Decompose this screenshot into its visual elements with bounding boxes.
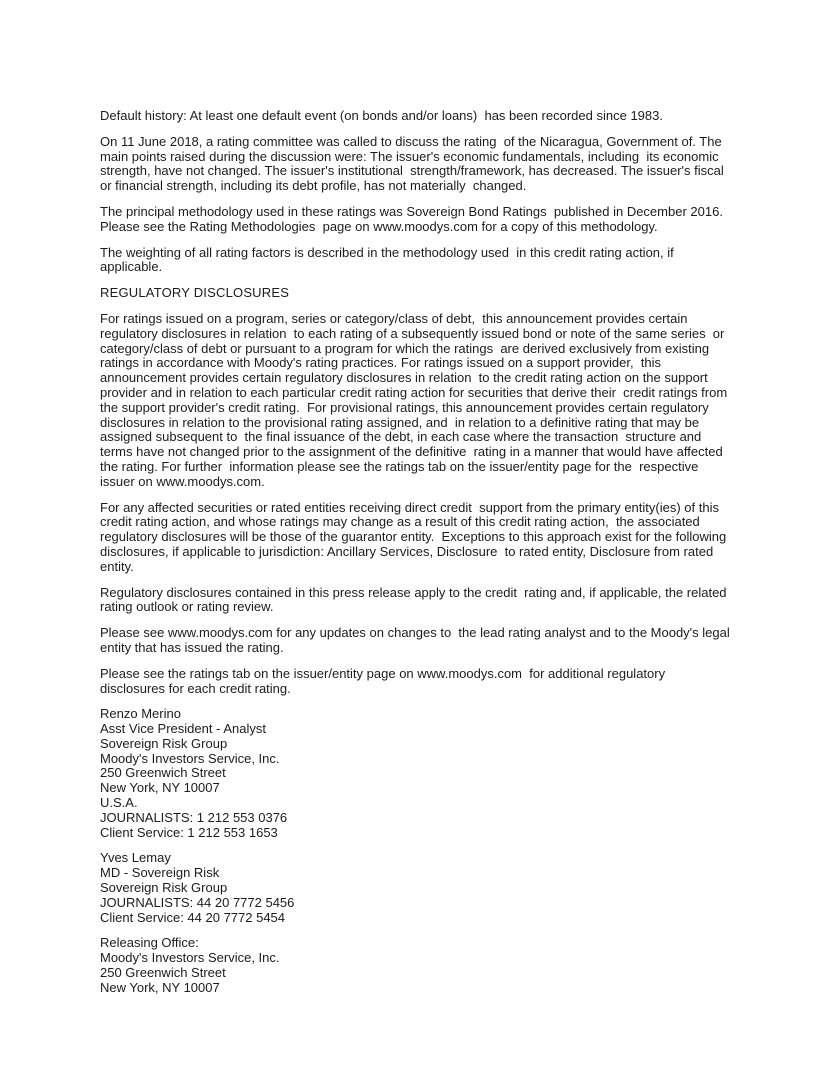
contact-md-journalists-phone: JOURNALISTS: 44 20 7772 5456 [100,894,295,910]
paragraph-weighting: The weighting of all rating factors is described in the methodology used in this credit rating action, if applicable. [100,244,678,275]
contact-analyst-title: Asst Vice President - Analyst [100,721,266,737]
contact-analyst-name: Renzo Merino [100,706,181,722]
releasing-office-city: New York, NY 10007 [100,979,220,995]
contact-releasing-office [100,936,730,995]
regulatory-disclosures-heading: REGULATORY DISCLOSURES [100,285,290,301]
contact-managing-director [100,851,730,925]
paragraph-analyst-updates: Please see www.moodys.com for any updates on changes to the lead rating analyst and to the Moody's legal entity that has issued the rating. [100,625,734,655]
contact-analyst-journalists-phone: JOURNALISTS: 1 212 553 0376 [100,809,288,825]
paragraph-rating-committee: On 11 June 2018, a rating committee was called to discuss the rating of the Nicaragua, Government of. The main points raised during the discussion were: The issuer's economic fundamentals, including its economic strength, have not changed. The issuer's institutional strength/framework, has decreased. The issuer's fiscal or financial strength, including its debt profile, has not materially changed. [100,133,728,194]
contact-analyst-city: New York, NY 10007 [100,780,220,796]
paragraph-press-release-scope: Regulatory disclosures contained in this press release apply to the credit rating and, if applicable, the related rating outlook or rating review. [100,584,731,615]
contact-analyst [100,707,730,840]
contact-analyst-client-service-phone: Client Service: 1 212 553 1653 [100,824,278,840]
contact-md-client-service-phone: Client Service: 44 20 7772 5454 [100,909,286,925]
contact-md-group: Sovereign Risk Group [100,880,228,896]
contact-analyst-street: 250 Greenwich Street [100,765,226,781]
releasing-office-label: Releasing Office: [100,935,199,951]
contact-analyst-group: Sovereign Risk Group [100,735,228,751]
contact-analyst-company: Moody's Investors Service, Inc. [100,750,280,766]
paragraph-ratings-program: For ratings issued on a program, series or category/class of debt, this announcement provides certain regulatory disclosures in relation to each rating of a subsequently issued bond or note of the same series or category/class of debt or pursuant to a program for which the ratings are derived exclusively from existing ratings in accordance with Moody's rating practices. For ratings issued on a support provider, this announcement provides certain regulatory disclosures in relation to the credit rating action on the support provider and in relation to each particular credit rating action for securities that derive their credit ratings from the support provider's credit rating. For provisional ratings, this announcement provides certain regulatory disclosures in relation to the provisional rating assigned, and in relation to a definitive rating that may be assigned subsequent to the final issuance of the debt, in each case where the transaction structure and terms have not changed prior to the assignment of the definitive rating in a manner that would have affected the rating. For further information please see the ratings tab on the issuer/entity page for the respective issuer on www.moodys.com. [100,310,731,489]
paragraph-methodology: The principal methodology used in these ratings was Sovereign Bond Ratings published in December 2016. Please see the Rating Methodologies page on www.moodys.com for a copy of this methodology. [100,203,727,234]
releasing-office-company: Moody's Investors Service, Inc. [100,950,280,966]
paragraph-affected-securities: For any affected securities or rated entities receiving direct credit support from the primary entity(ies) of this credit rating action, and whose ratings may change as a result of this credit rating action, the associated regulatory disclosures will be those of the guarantor entity. Exceptions to this approach exist for the following disclosures, if applicable to jurisdiction: Ancillary Services, Disclosure to rated entity, Disclosure from rated entity. [100,499,730,574]
paragraph-additional-disclosures: Please see the ratings tab on the issuer/entity page on www.moodys.com for additional regulatory disclosures for each credit rating. [100,665,669,696]
contact-analyst-country: U.S.A. [100,795,138,811]
contact-md-title: MD - Sovereign Risk [100,865,220,881]
releasing-office-street: 250 Greenwich Street [100,965,226,981]
paragraph-default-history: Default history: At least one default event (on bonds and/or loans) has been recorded since 1983. [100,108,663,123]
document-body [100,108,734,1007]
contact-md-name: Yves Lemay [100,850,171,866]
